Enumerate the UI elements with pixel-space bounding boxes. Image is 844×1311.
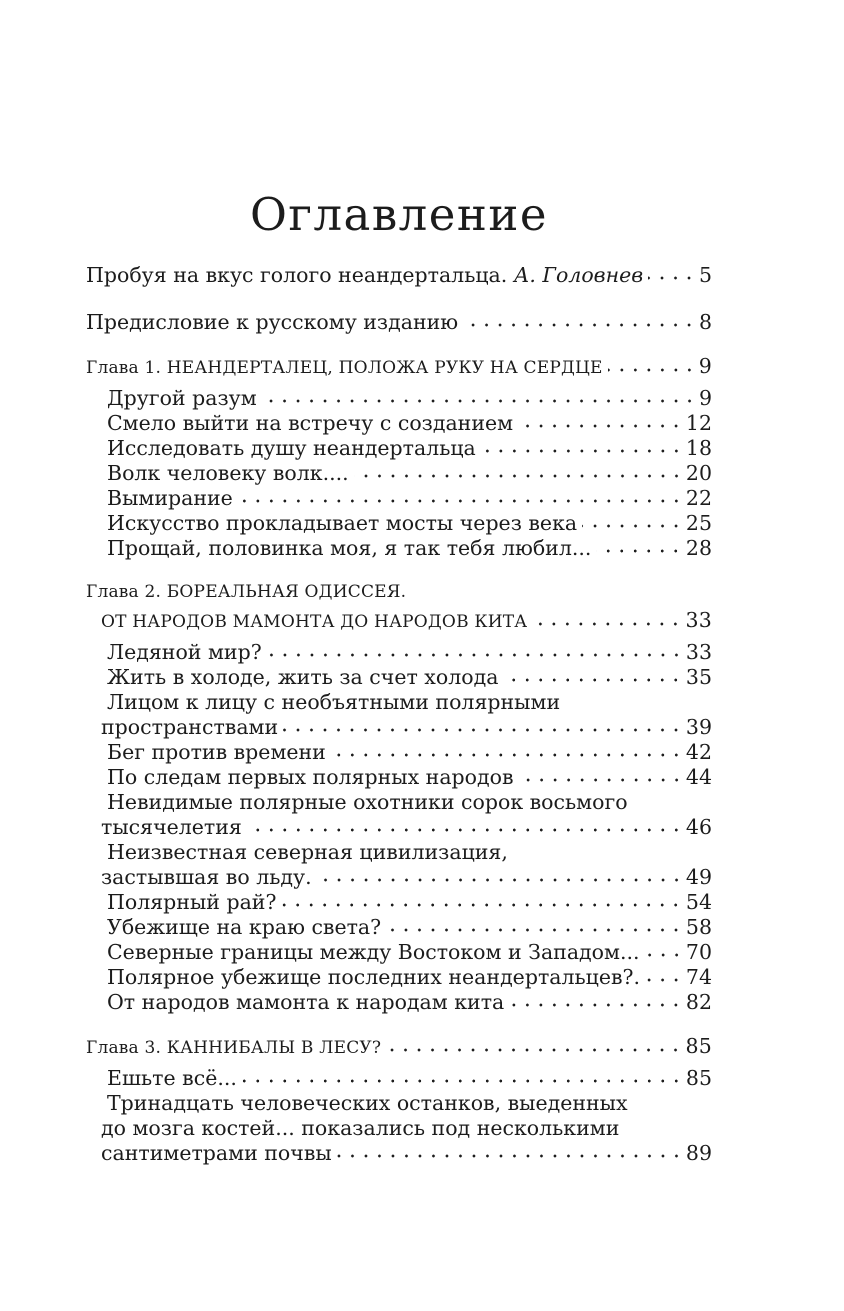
toc-page-number: 9: [698, 354, 712, 379]
toc-entry-text: ОТ НАРОДОВ МАМОНТА ДО НАРОДОВ КИТА: [101, 612, 528, 633]
dot-leader: [317, 865, 683, 890]
toc-page-number: 74: [685, 965, 712, 990]
toc-chapter-heading-line: [86, 578, 712, 606]
toc-entry-text: до мозга костей... показались под несколькими: [101, 1116, 620, 1141]
toc-entry-text: Прощай, половинка моя, я так тебя любил...: [107, 536, 592, 561]
toc-section-entry: [86, 263, 712, 288]
toc-section-chapter: [86, 578, 712, 1015]
toc-entry-text: Северные границы между Востоком и Западом...: [107, 940, 640, 965]
toc-entry-text: сантиметрами почвы: [101, 1141, 332, 1166]
toc-item-line: [86, 690, 712, 715]
toc-page-number: 5: [698, 263, 712, 288]
page-title: Оглавление: [249, 188, 549, 241]
dot-leader: [242, 1066, 683, 1091]
toc-page-number: 85: [685, 1034, 712, 1059]
toc-chapter-items: [86, 386, 712, 561]
toc-item-line: [86, 915, 712, 940]
toc-section-entry: [86, 310, 712, 335]
toc-entry-text: застывшая во льду.: [101, 865, 312, 890]
dot-leader: [267, 640, 683, 665]
toc-entry-text: Ледяной мир?: [107, 640, 262, 665]
toc-entry-text: пространствами: [101, 715, 279, 740]
toc-page-number: 44: [685, 765, 712, 790]
toc-page-number: 42: [685, 740, 712, 765]
toc-entry-text: Полярный рай?: [107, 890, 277, 915]
toc-entry-text: Убежище на краю света?: [107, 915, 382, 940]
toc-entry-text: Лицом к лицу с необъятными полярными: [107, 690, 561, 715]
toc-item-line: [86, 1141, 712, 1166]
toc-entry-text: Жить в холоде, жить за счет холода: [107, 665, 499, 690]
toc-item-line: [86, 940, 712, 965]
toc-page-number: 39: [685, 715, 712, 740]
toc-entry-text: По следам первых полярных народов: [107, 765, 514, 790]
toc-item-line: [86, 461, 712, 486]
dot-leader: [281, 890, 682, 915]
toc-page-number: 18: [685, 436, 712, 461]
toc-page-number: 28: [685, 536, 712, 561]
dot-leader: [337, 1141, 683, 1166]
dot-leader: [331, 740, 683, 765]
toc-page-number: 54: [685, 890, 712, 915]
toc-item-line: [86, 965, 712, 990]
toc-item-line: [86, 310, 712, 335]
toc-page-number: 33: [685, 608, 712, 633]
toc-item-line: [86, 436, 712, 461]
toc-page-number: 46: [685, 815, 712, 840]
dot-leader: [354, 461, 683, 486]
toc-entry-text: Предисловие к русскому изданию: [86, 310, 459, 335]
toc-page-number: 8: [698, 310, 712, 335]
dot-leader: [519, 765, 683, 790]
toc-item-line: [86, 765, 712, 790]
toc-entry-text: тысячелетия: [101, 815, 242, 840]
toc-entry-text: Глава 2. БОРЕАЛЬНАЯ ОДИССЕЯ.: [86, 582, 407, 603]
dot-leader: [518, 411, 683, 436]
toc-chapter-heading-line: [86, 606, 712, 636]
toc-entry-text: Смело выйти на встречу с созданием: [107, 411, 514, 436]
toc-item-line: [86, 990, 712, 1015]
toc-section-chapter: [86, 1032, 712, 1166]
toc-entry-text: Пробуя на вкус голого неандертальца.: [86, 263, 514, 288]
toc-entry-text: Другой разум: [107, 386, 257, 411]
toc-item-line: [86, 665, 712, 690]
toc-entry-text: Волк человеку волк....: [107, 461, 349, 486]
dot-leader: [481, 436, 683, 461]
toc-page-number: 20: [685, 461, 712, 486]
dot-leader: [503, 665, 682, 690]
toc-item-line: [86, 840, 712, 865]
toc-section-chapter: [86, 352, 712, 561]
toc-item-line: [86, 1066, 712, 1091]
toc-entry-text: Полярное убежище последних неандертальцев?.: [107, 965, 641, 990]
toc-item-line: [86, 263, 712, 288]
dot-leader: [532, 606, 682, 636]
toc-item-line: [86, 815, 712, 840]
toc-list: [86, 263, 712, 1166]
toc-item-line: [86, 486, 712, 511]
dot-leader: [247, 815, 683, 840]
toc-page-number: 89: [685, 1141, 712, 1166]
toc-entry-text: Ешьте всё...: [107, 1066, 237, 1091]
toc-chapter-items: [86, 1066, 712, 1166]
dot-leader: [238, 486, 683, 511]
toc-page-number: 12: [685, 411, 712, 436]
toc-entry-text: Глава 1. НЕАНДЕРТАЛЕЦ, ПОЛОЖА РУКУ НА СЕРДЦЕ: [86, 358, 603, 379]
dot-leader: [645, 940, 683, 965]
toc-page-number: 33: [685, 640, 712, 665]
toc-item-line: [86, 411, 712, 436]
toc-item-line: [86, 740, 712, 765]
toc-entry-text: Бег против времени: [107, 740, 326, 765]
toc-item-line: [86, 640, 712, 665]
toc-entry-text: От народов мамонта к народам кита: [107, 990, 505, 1015]
toc-page-number: 22: [685, 486, 712, 511]
toc-entry-text: Глава 3. КАННИБАЛЫ В ЛЕСУ?: [86, 1038, 382, 1059]
toc-entry-text: Тринадцать человеческих останков, выеденных: [107, 1091, 628, 1116]
toc-item-line: [86, 1116, 712, 1141]
toc-chapter-items: [86, 640, 712, 1015]
dot-leader: [283, 715, 683, 740]
toc-chapter-heading-line: [86, 1032, 712, 1062]
dot-leader: [648, 263, 696, 288]
dot-leader: [386, 915, 683, 940]
dot-leader: [582, 511, 683, 536]
dot-leader: [386, 1032, 682, 1062]
toc-content: [86, 0, 712, 1166]
dot-leader: [463, 310, 696, 335]
dot-leader: [509, 990, 683, 1015]
toc-item-line: [86, 536, 712, 561]
toc-entry-text: Невидимые полярные охотники сорок восьмого: [107, 790, 628, 815]
toc-item-line: [86, 386, 712, 411]
toc-page-number: 35: [685, 665, 712, 690]
toc-page-number: 25: [685, 511, 712, 536]
toc-item-line: [86, 715, 712, 740]
toc-item-line: [86, 790, 712, 815]
toc-page-number: 70: [685, 940, 712, 965]
toc-entry-author-italic: А. Головнев: [513, 263, 644, 288]
toc-item-line: [86, 511, 712, 536]
toc-item-line: [86, 890, 712, 915]
toc-page-number: 58: [685, 915, 712, 940]
toc-entry-text: Неизвестная северная цивилизация,: [107, 840, 508, 865]
dot-leader: [262, 386, 696, 411]
toc-entry-text: Исследовать душу неандертальца: [107, 436, 476, 461]
toc-page-number: 85: [685, 1066, 712, 1091]
toc-page-number: 49: [685, 865, 712, 890]
dot-leader: [645, 965, 683, 990]
toc-page-number: 9: [698, 386, 712, 411]
toc-entry-text: Искусство прокладывает мосты через века: [107, 511, 578, 536]
toc-item-line: [86, 1091, 712, 1116]
toc-entry-text: Вымирание: [107, 486, 233, 511]
dot-leader: [596, 536, 682, 561]
toc-item-line: [86, 865, 712, 890]
toc-page-number: 82: [685, 990, 712, 1015]
dot-leader: [608, 352, 696, 382]
toc-chapter-heading-line: [86, 352, 712, 382]
